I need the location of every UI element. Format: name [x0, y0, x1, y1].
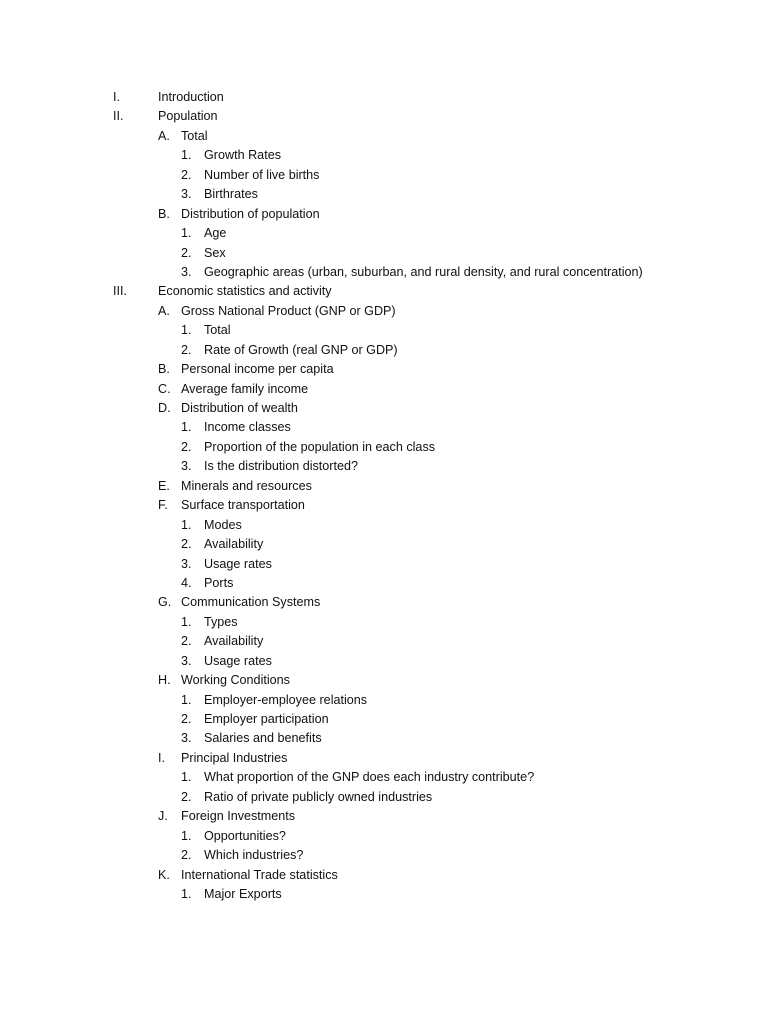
outline-item-text: Is the distribution distorted? [204, 459, 359, 474]
outline-item-text: What proportion of the GNP does each industry contribute? [204, 770, 535, 785]
outline-item-text: International Trade statistics [181, 867, 338, 882]
outline-item-text: Usage rates [204, 653, 272, 668]
outline-item-level-2 [0, 866, 768, 885]
outline-item-level-3 [0, 691, 768, 710]
outline-item-level-2 [0, 360, 768, 379]
outline-item-level-3 [0, 768, 768, 787]
outline-item-text: Economic statistics and activity [158, 284, 332, 299]
outline-item-text: Rate of Growth (real GNP or GDP) [204, 342, 398, 357]
outline-item-level-3 [0, 341, 768, 360]
outline-item-number: K. [158, 867, 170, 882]
outline-item-number: G. [158, 595, 172, 610]
outline-item-number: 1. [181, 323, 192, 338]
outline-item-number: A. [158, 303, 170, 318]
outline-item-text: Birthrates [204, 187, 258, 202]
outline-item-number: 4. [181, 575, 192, 590]
outline-item-number: J. [158, 809, 168, 824]
outline-item-text: Number of live births [204, 167, 320, 182]
outline-item-number: 2. [181, 634, 192, 649]
outline-item-level-3 [0, 224, 768, 243]
outline-item-number: 1. [181, 517, 192, 532]
outline-item-level-2 [0, 380, 768, 399]
outline-item-text: Salaries and benefits [204, 731, 322, 746]
outline-item-text: Geographic areas (urban, suburban, and rural density, and rural concentration) [204, 264, 643, 279]
outline-item-number: 3. [181, 187, 192, 202]
outline-item-level-2 [0, 671, 768, 690]
outline-item-text: Ports [204, 575, 234, 590]
outline-item-number: 1. [181, 420, 192, 435]
outline-item-number: A. [158, 128, 170, 143]
outline-item-number: 2. [181, 439, 192, 454]
outline-item-number: I. [158, 750, 165, 765]
outline-item-number: 1. [181, 828, 192, 843]
outline-item-level-3 [0, 652, 768, 671]
outline-item-number: B. [158, 206, 170, 221]
outline-item-text: Distribution of wealth [181, 401, 298, 415]
outline-item-text: Employer-employee relations [204, 692, 368, 707]
outline-item-number: I. [113, 90, 120, 104]
outline-item-level-3 [0, 321, 768, 340]
outline-item-text: Distribution of population [181, 206, 320, 221]
outline-item-text: Availability [204, 634, 264, 649]
outline-item-level-2 [0, 399, 768, 418]
outline-item-level-1 [0, 88, 768, 107]
outline-item-level-3 [0, 729, 768, 748]
outline-item-number: D. [158, 401, 171, 415]
outline-item-text: Introduction [158, 90, 224, 104]
outline-item-level-3 [0, 710, 768, 729]
outline-item-text: Ratio of private publicly owned industries [204, 789, 433, 804]
outline-item-text: Gross National Product (GNP or GDP) [181, 303, 396, 318]
outline-item-number: 3. [181, 264, 192, 279]
outline-item-number: 2. [181, 712, 192, 726]
outline-item-level-2 [0, 807, 768, 826]
outline-item-text: Types [204, 614, 238, 629]
outline-item-text: Sex [204, 245, 226, 260]
outline-item-level-3 [0, 885, 768, 904]
outline-item-text: Population [158, 109, 218, 124]
outline-item-text: Minerals and resources [181, 478, 312, 493]
outline-item-number: 1. [181, 226, 192, 241]
outline-item-level-3 [0, 146, 768, 165]
outline-item-number: 1. [181, 886, 192, 901]
outline-item-text: Which industries? [204, 848, 304, 863]
outline-item-number: 3. [181, 459, 192, 474]
outline-item-number: 2. [181, 245, 192, 260]
outline-item-text: Average family income [181, 381, 309, 396]
outline-item-level-2 [0, 205, 768, 224]
outline-item-level-2 [0, 302, 768, 321]
outline-item-level-3 [0, 535, 768, 554]
outline-item-level-3 [0, 438, 768, 457]
outline-item-number: E. [158, 478, 170, 493]
outline-item-level-3 [0, 574, 768, 593]
outline-item-text: Principal Industries [181, 750, 288, 765]
outline-item-text: Modes [204, 517, 242, 532]
outline-item-level-3 [0, 185, 768, 204]
outline-item-number: 2. [181, 167, 192, 182]
outline-item-level-2 [0, 749, 768, 768]
outline-item-level-2 [0, 127, 768, 146]
outline-item-text: Communication Systems [181, 595, 321, 610]
outline-item-level-2 [0, 477, 768, 496]
outline-item-number: 2. [181, 342, 192, 357]
outline-item-number: F. [158, 498, 168, 513]
outline-item-level-3 [0, 516, 768, 535]
outline-item-level-3 [0, 827, 768, 846]
outline-item-level-3 [0, 555, 768, 574]
outline-item-text: Surface transportation [181, 498, 305, 513]
outline-item-text: Employer participation [204, 712, 329, 726]
outline-item-level-1 [0, 107, 768, 126]
outline-item-number: III. [113, 284, 127, 299]
outline-item-level-3 [0, 457, 768, 476]
outline-item-number: 1. [181, 770, 192, 785]
outline-item-number: H. [158, 673, 171, 688]
outline-item-number: 2. [181, 789, 192, 804]
outline-item-text: Working Conditions [181, 673, 290, 688]
outline-item-number: 1. [181, 692, 192, 707]
outline-item-text: Proportion of the population in each class [204, 439, 436, 454]
outline-item-number: 3. [181, 731, 192, 746]
outline-item-level-3 [0, 166, 768, 185]
outline-item-text: Usage rates [204, 556, 272, 571]
outline-item-number: 3. [181, 556, 192, 571]
outline-item-text: Income classes [204, 420, 291, 435]
outline-item-number: B. [158, 362, 170, 377]
outline-item-text: Availability [204, 537, 264, 552]
outline-item-number: 2. [181, 537, 192, 552]
outline-item-level-3 [0, 613, 768, 632]
outline-item-text: Foreign Investments [181, 809, 296, 824]
outline-item-level-3 [0, 244, 768, 263]
outline-item-level-3 [0, 632, 768, 651]
outline-item-number: 2. [181, 848, 192, 863]
outline-item-number: 3. [181, 653, 192, 668]
outline-item-text: Age [204, 226, 227, 241]
outline-item-level-3 [0, 846, 768, 865]
outline-item-number: II. [113, 109, 124, 124]
outline-item-text: Growth Rates [204, 148, 281, 163]
outline-item-text: Total [204, 323, 231, 338]
outline-item-text: Opportunities? [204, 828, 286, 843]
outline-list [0, 88, 768, 904]
outline-item-level-3 [0, 788, 768, 807]
outline-item-text: Personal income per capita [181, 362, 334, 377]
outline-item-text: Total [181, 128, 208, 143]
outline-item-level-1 [0, 282, 768, 301]
outline-item-level-3 [0, 418, 768, 437]
outline-item-number: C. [158, 381, 171, 396]
outline-item-text: Major Exports [204, 886, 282, 901]
outline-item-level-3 [0, 263, 768, 282]
outline-item-level-2 [0, 593, 768, 612]
outline-item-number: 1. [181, 148, 192, 163]
outline-item-number: 1. [181, 614, 192, 629]
outline-item-level-2 [0, 496, 768, 515]
